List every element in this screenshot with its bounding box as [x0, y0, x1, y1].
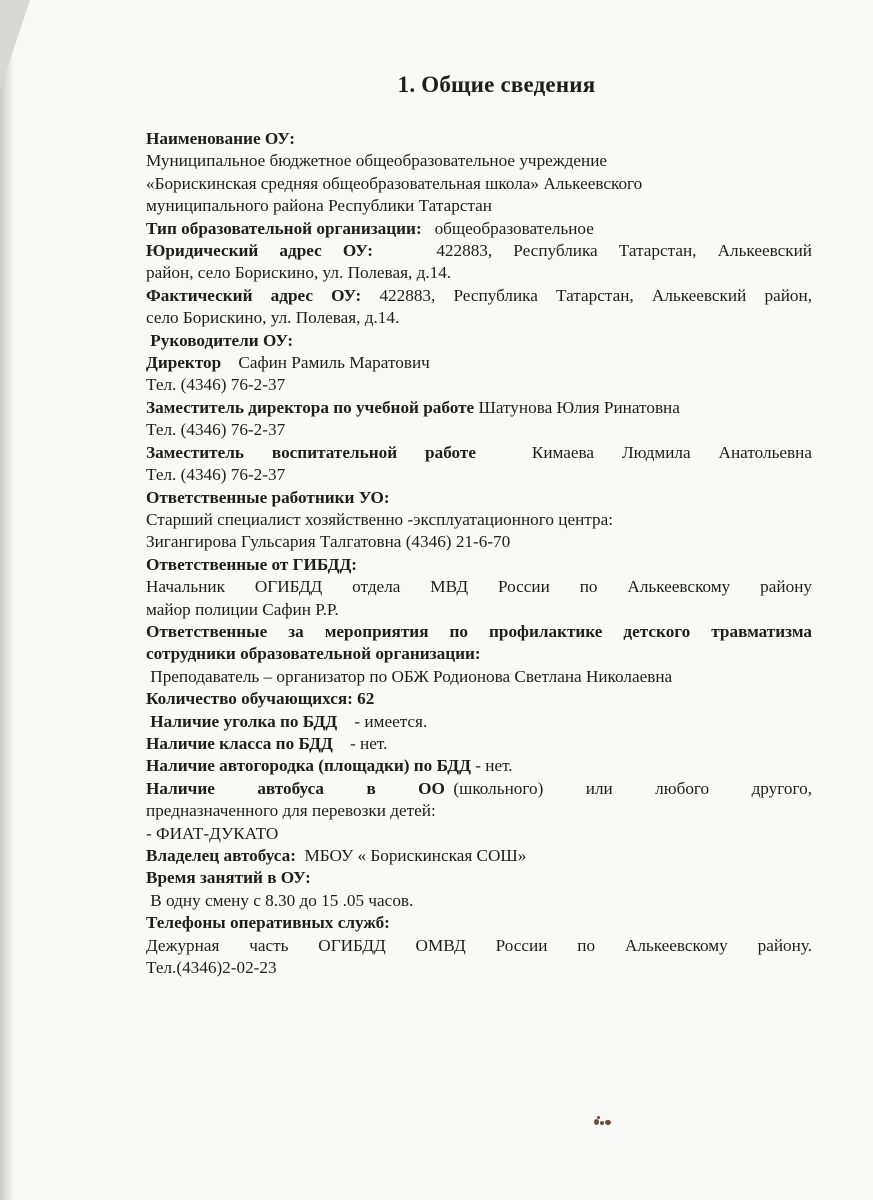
- deputy2-row: [146, 442, 812, 464]
- gibdd-label: Ответственные от ГИБДД:: [146, 554, 357, 574]
- students-count: Количество обучающихся: 62: [146, 689, 375, 709]
- owner-value: МБОУ « Борискинская СОШ»: [304, 846, 527, 865]
- uo-line: Старший специалист хозяйственно -эксплуатационного центра:: [146, 509, 614, 529]
- name-line: «Борискинская средняя общеобразовательная школа» Алькеевского: [146, 173, 643, 193]
- corner-label: Наличие уголка по БДД: [150, 711, 338, 731]
- deputy1-name: Шатунова Юлия Ринатовна: [478, 397, 680, 417]
- bus-row: [146, 778, 812, 800]
- autotown-value: - нет.: [470, 756, 513, 776]
- actual-address-line: село Борискино, ул. Полевая, д.14.: [146, 308, 400, 328]
- class-label: Наличие класса по БДД: [146, 733, 333, 753]
- owner-label: Владелец автобуса:: [146, 846, 296, 865]
- heads-label: Руководители ОУ:: [150, 330, 294, 350]
- corner-row: [146, 711, 812, 733]
- director-label: Директор: [146, 353, 222, 373]
- director-row: [146, 352, 812, 374]
- document-body: [146, 128, 812, 979]
- deputy1-phone: Тел. (4346) 76-2-37: [146, 420, 286, 440]
- legal-address-value: 422883, Республика Татарстан, Алькеевский: [436, 241, 813, 261]
- deputy2-label: Заместитель воспитательной работе: [146, 442, 476, 462]
- class-row: [146, 733, 812, 755]
- bus-model: - ФИАТ-ДУКАТО: [146, 823, 279, 843]
- time-value: В одну смену с 8.30 до 15 .05 часов.: [150, 890, 414, 910]
- uo-line: Зигангирова Гульсария Талгатовна (4346) 21-6-70: [146, 532, 511, 552]
- phones-line: Дежурная часть ОГИБДД ОМВД России по Алькеевскому району.: [146, 935, 812, 955]
- actual-address-value: 422883, Республика Татарстан, Алькеевский район,: [379, 285, 812, 305]
- bus-label: Наличие автобуса в ОО: [146, 778, 445, 798]
- scan-shadow-edge: [0, 0, 14, 1200]
- prevention-label: Ответственные за мероприятия по профилактике детского травматизма: [146, 621, 812, 641]
- deputy1-label: Заместитель директора по учебной работе: [146, 397, 475, 417]
- gibdd-line: Начальник ОГИБДД отдела МВД России по Алькеевскому району: [146, 577, 812, 597]
- deputy2-phone: Тел. (4346) 76-2-37: [146, 465, 286, 485]
- page-title: 1. Общие сведения: [397, 72, 596, 97]
- prevention-label: сотрудники образовательной организации:: [146, 644, 481, 664]
- director-name: Сафин Рамиль Маратович: [238, 353, 430, 373]
- autotown-row: [146, 755, 812, 777]
- legal-address-label: Юридический адрес ОУ:: [146, 241, 373, 261]
- legal-address-row: [146, 240, 812, 262]
- name-line: Муниципальное бюджетное общеобразовательное учреждение: [146, 151, 608, 171]
- name-line: муниципального района Республики Татарстан: [146, 196, 492, 216]
- director-phone: Тел. (4346) 76-2-37: [146, 375, 286, 395]
- prevention-value: Преподаватель – организатор по ОБЖ Родионова Светлана Николаевна: [150, 666, 673, 686]
- actual-address-row: [146, 285, 812, 307]
- deputy2-name: Кимаева Людмила Анатольевна: [531, 442, 812, 462]
- autotown-label: Наличие автогородка (площадки) по БДД: [146, 756, 471, 776]
- bus-text: (школьного) или любого другого,: [453, 778, 812, 798]
- name-label: Наименование ОУ:: [146, 129, 295, 148]
- phones-line: Тел.(4346)2-02-23: [146, 958, 277, 978]
- bus-text: предназначенного для перевозки детей:: [146, 801, 436, 821]
- deputy1-row: [146, 397, 812, 419]
- owner-row: [146, 845, 812, 867]
- uo-label: Ответственные работники УО:: [146, 487, 390, 507]
- phones-label: Телефоны оперативных служб:: [146, 913, 390, 933]
- legal-address-line: район, село Борискино, ул. Полевая, д.14.: [146, 263, 452, 283]
- actual-address-label: Фактический адрес ОУ:: [146, 285, 362, 305]
- ink-smudge: [592, 1116, 614, 1128]
- time-label: Время занятий в ОУ:: [146, 868, 311, 888]
- class-value: - нет.: [350, 733, 388, 753]
- type-value: общеобразовательное: [434, 218, 594, 238]
- type-row: [146, 218, 812, 240]
- gibdd-line: майор полиции Сафин Р.Р.: [146, 599, 339, 619]
- corner-value: - имеется.: [354, 711, 428, 731]
- type-label: Тип образовательной организации:: [146, 218, 422, 238]
